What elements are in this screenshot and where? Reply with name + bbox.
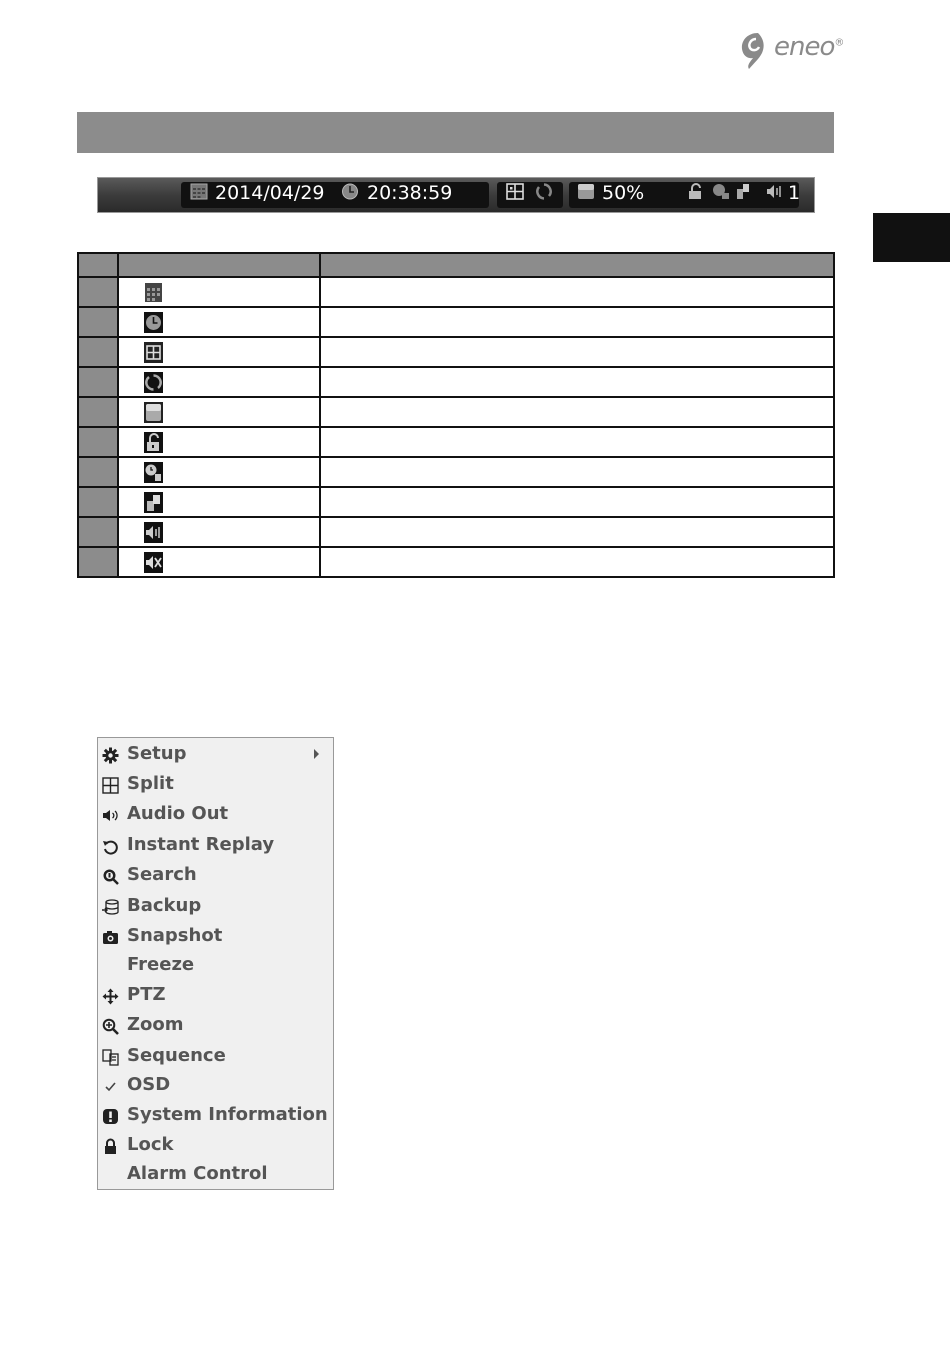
row-description-cell — [320, 337, 834, 367]
row-icon-cell — [118, 277, 320, 307]
motion-icon — [144, 492, 163, 513]
header-description — [320, 253, 834, 277]
table-row — [78, 277, 834, 307]
row-description-cell — [320, 487, 834, 517]
disk-icon — [144, 402, 163, 423]
speaker-icon — [102, 807, 119, 824]
row-icon-cell — [118, 427, 320, 457]
menu-item-label: Split — [127, 773, 174, 794]
row-number-cell — [78, 517, 118, 547]
backup-icon — [102, 899, 119, 916]
row-description-cell — [320, 457, 834, 487]
logo-text: eneo® — [774, 32, 844, 62]
row-number-cell — [78, 457, 118, 487]
menu-item-label: Backup — [127, 895, 202, 916]
zoom-icon — [102, 1018, 119, 1035]
table-row — [78, 307, 834, 337]
header-icon — [118, 253, 320, 277]
row-description-cell — [320, 307, 834, 337]
section-header-bar — [77, 112, 834, 153]
menu-item-label: Lock — [127, 1134, 174, 1155]
info-icon — [102, 1108, 119, 1125]
audio-mute-icon — [144, 552, 163, 573]
menu-item-label: PTZ — [127, 984, 166, 1005]
menu-item-label: Alarm Control — [127, 1163, 268, 1184]
table-row — [78, 367, 834, 397]
row-icon-cell — [118, 307, 320, 337]
menu-item-alarm-control[interactable] — [98, 1161, 333, 1189]
row-icon-cell — [118, 367, 320, 397]
status-icon-table — [77, 252, 835, 578]
clock-icon — [144, 312, 163, 333]
table-row — [78, 337, 834, 367]
check-icon — [102, 1078, 119, 1095]
split-grid-icon — [144, 342, 163, 363]
replay-icon — [102, 838, 119, 855]
eneo-logo-mark-icon — [738, 30, 772, 70]
menu-item-label: Search — [127, 864, 197, 885]
menu-item-lock[interactable] — [98, 1132, 333, 1160]
menu-item-osd[interactable] — [98, 1072, 333, 1100]
chapter-tab — [873, 213, 950, 262]
move-arrows-icon — [102, 988, 119, 1005]
gear-icon — [102, 747, 119, 764]
table-row — [78, 547, 834, 577]
split-grid-icon — [506, 183, 524, 200]
menu-item-sequence[interactable] — [98, 1043, 333, 1071]
audio-icon — [766, 183, 784, 200]
menu-item-backup[interactable] — [98, 893, 333, 921]
table-row — [78, 397, 834, 427]
menu-item-snapshot[interactable] — [98, 923, 333, 951]
row-icon-cell — [118, 547, 320, 577]
split-grid-icon — [102, 777, 119, 794]
menu-item-label: Snapshot — [127, 925, 223, 946]
row-description-cell — [320, 517, 834, 547]
table-row — [78, 517, 834, 547]
status-time: 20:38:59 — [367, 182, 453, 204]
header-number — [78, 253, 118, 277]
menu-item-label: System Information — [127, 1104, 328, 1125]
record-schedule-icon — [712, 183, 730, 200]
menu-item-label: Setup — [127, 743, 187, 764]
clock-icon — [341, 183, 359, 200]
sequence-pages-icon — [102, 1049, 119, 1066]
camera-icon — [102, 929, 119, 946]
row-description-cell — [320, 427, 834, 457]
audio-on-icon — [144, 522, 163, 543]
row-icon-cell — [118, 487, 320, 517]
eneo-logo — [738, 30, 844, 72]
table-row — [78, 457, 834, 487]
menu-item-label: Zoom — [127, 1014, 184, 1035]
menu-item-label: Sequence — [127, 1045, 226, 1066]
row-description-cell — [320, 397, 834, 427]
menu-item-ptz[interactable] — [98, 982, 333, 1010]
status-date: 2014/04/29 — [215, 182, 325, 204]
row-icon-cell — [118, 397, 320, 427]
row-number-cell — [78, 487, 118, 517]
audio-channel: 1 — [788, 182, 801, 204]
unlock-icon — [144, 432, 163, 453]
calendar-icon — [190, 183, 208, 200]
disk-usage: 50% — [602, 182, 645, 204]
row-number-cell — [78, 277, 118, 307]
row-number-cell — [78, 397, 118, 427]
row-description-cell — [320, 277, 834, 307]
record-schedule-icon — [144, 462, 163, 483]
context-menu — [97, 737, 334, 1190]
menu-item-audio-out[interactable] — [98, 801, 333, 829]
row-number-cell — [78, 427, 118, 457]
lock-icon — [102, 1138, 119, 1155]
row-number-cell — [78, 547, 118, 577]
row-icon-cell — [118, 457, 320, 487]
table-row — [78, 487, 834, 517]
menu-item-zoom[interactable] — [98, 1012, 333, 1040]
sequence-icon — [535, 183, 553, 200]
disk-icon — [577, 183, 595, 200]
status-bar — [97, 177, 815, 213]
menu-item-system-information[interactable] — [98, 1102, 333, 1130]
motion-icon — [734, 183, 752, 200]
row-description-cell — [320, 367, 834, 397]
search-icon — [102, 868, 119, 885]
table-header-row — [78, 253, 834, 277]
menu-item-label: OSD — [127, 1074, 171, 1095]
row-icon-cell — [118, 337, 320, 367]
calendar-icon — [144, 282, 163, 303]
menu-item-instant-replay[interactable] — [98, 832, 333, 860]
menu-item-search[interactable] — [98, 862, 333, 890]
row-number-cell — [78, 367, 118, 397]
row-icon-cell — [118, 517, 320, 547]
menu-item-label: Instant Replay — [127, 834, 275, 855]
menu-item-label: Freeze — [127, 954, 195, 975]
submenu-arrow-icon — [314, 749, 319, 759]
unlock-icon — [687, 183, 705, 200]
menu-item-split[interactable] — [98, 771, 333, 799]
row-number-cell — [78, 337, 118, 367]
row-description-cell — [320, 547, 834, 577]
menu-item-label: Audio Out — [127, 803, 229, 824]
table-row — [78, 427, 834, 457]
menu-item-freeze[interactable] — [98, 952, 333, 980]
row-number-cell — [78, 307, 118, 337]
menu-item-setup[interactable] — [98, 741, 333, 769]
sequence-icon — [144, 372, 163, 393]
